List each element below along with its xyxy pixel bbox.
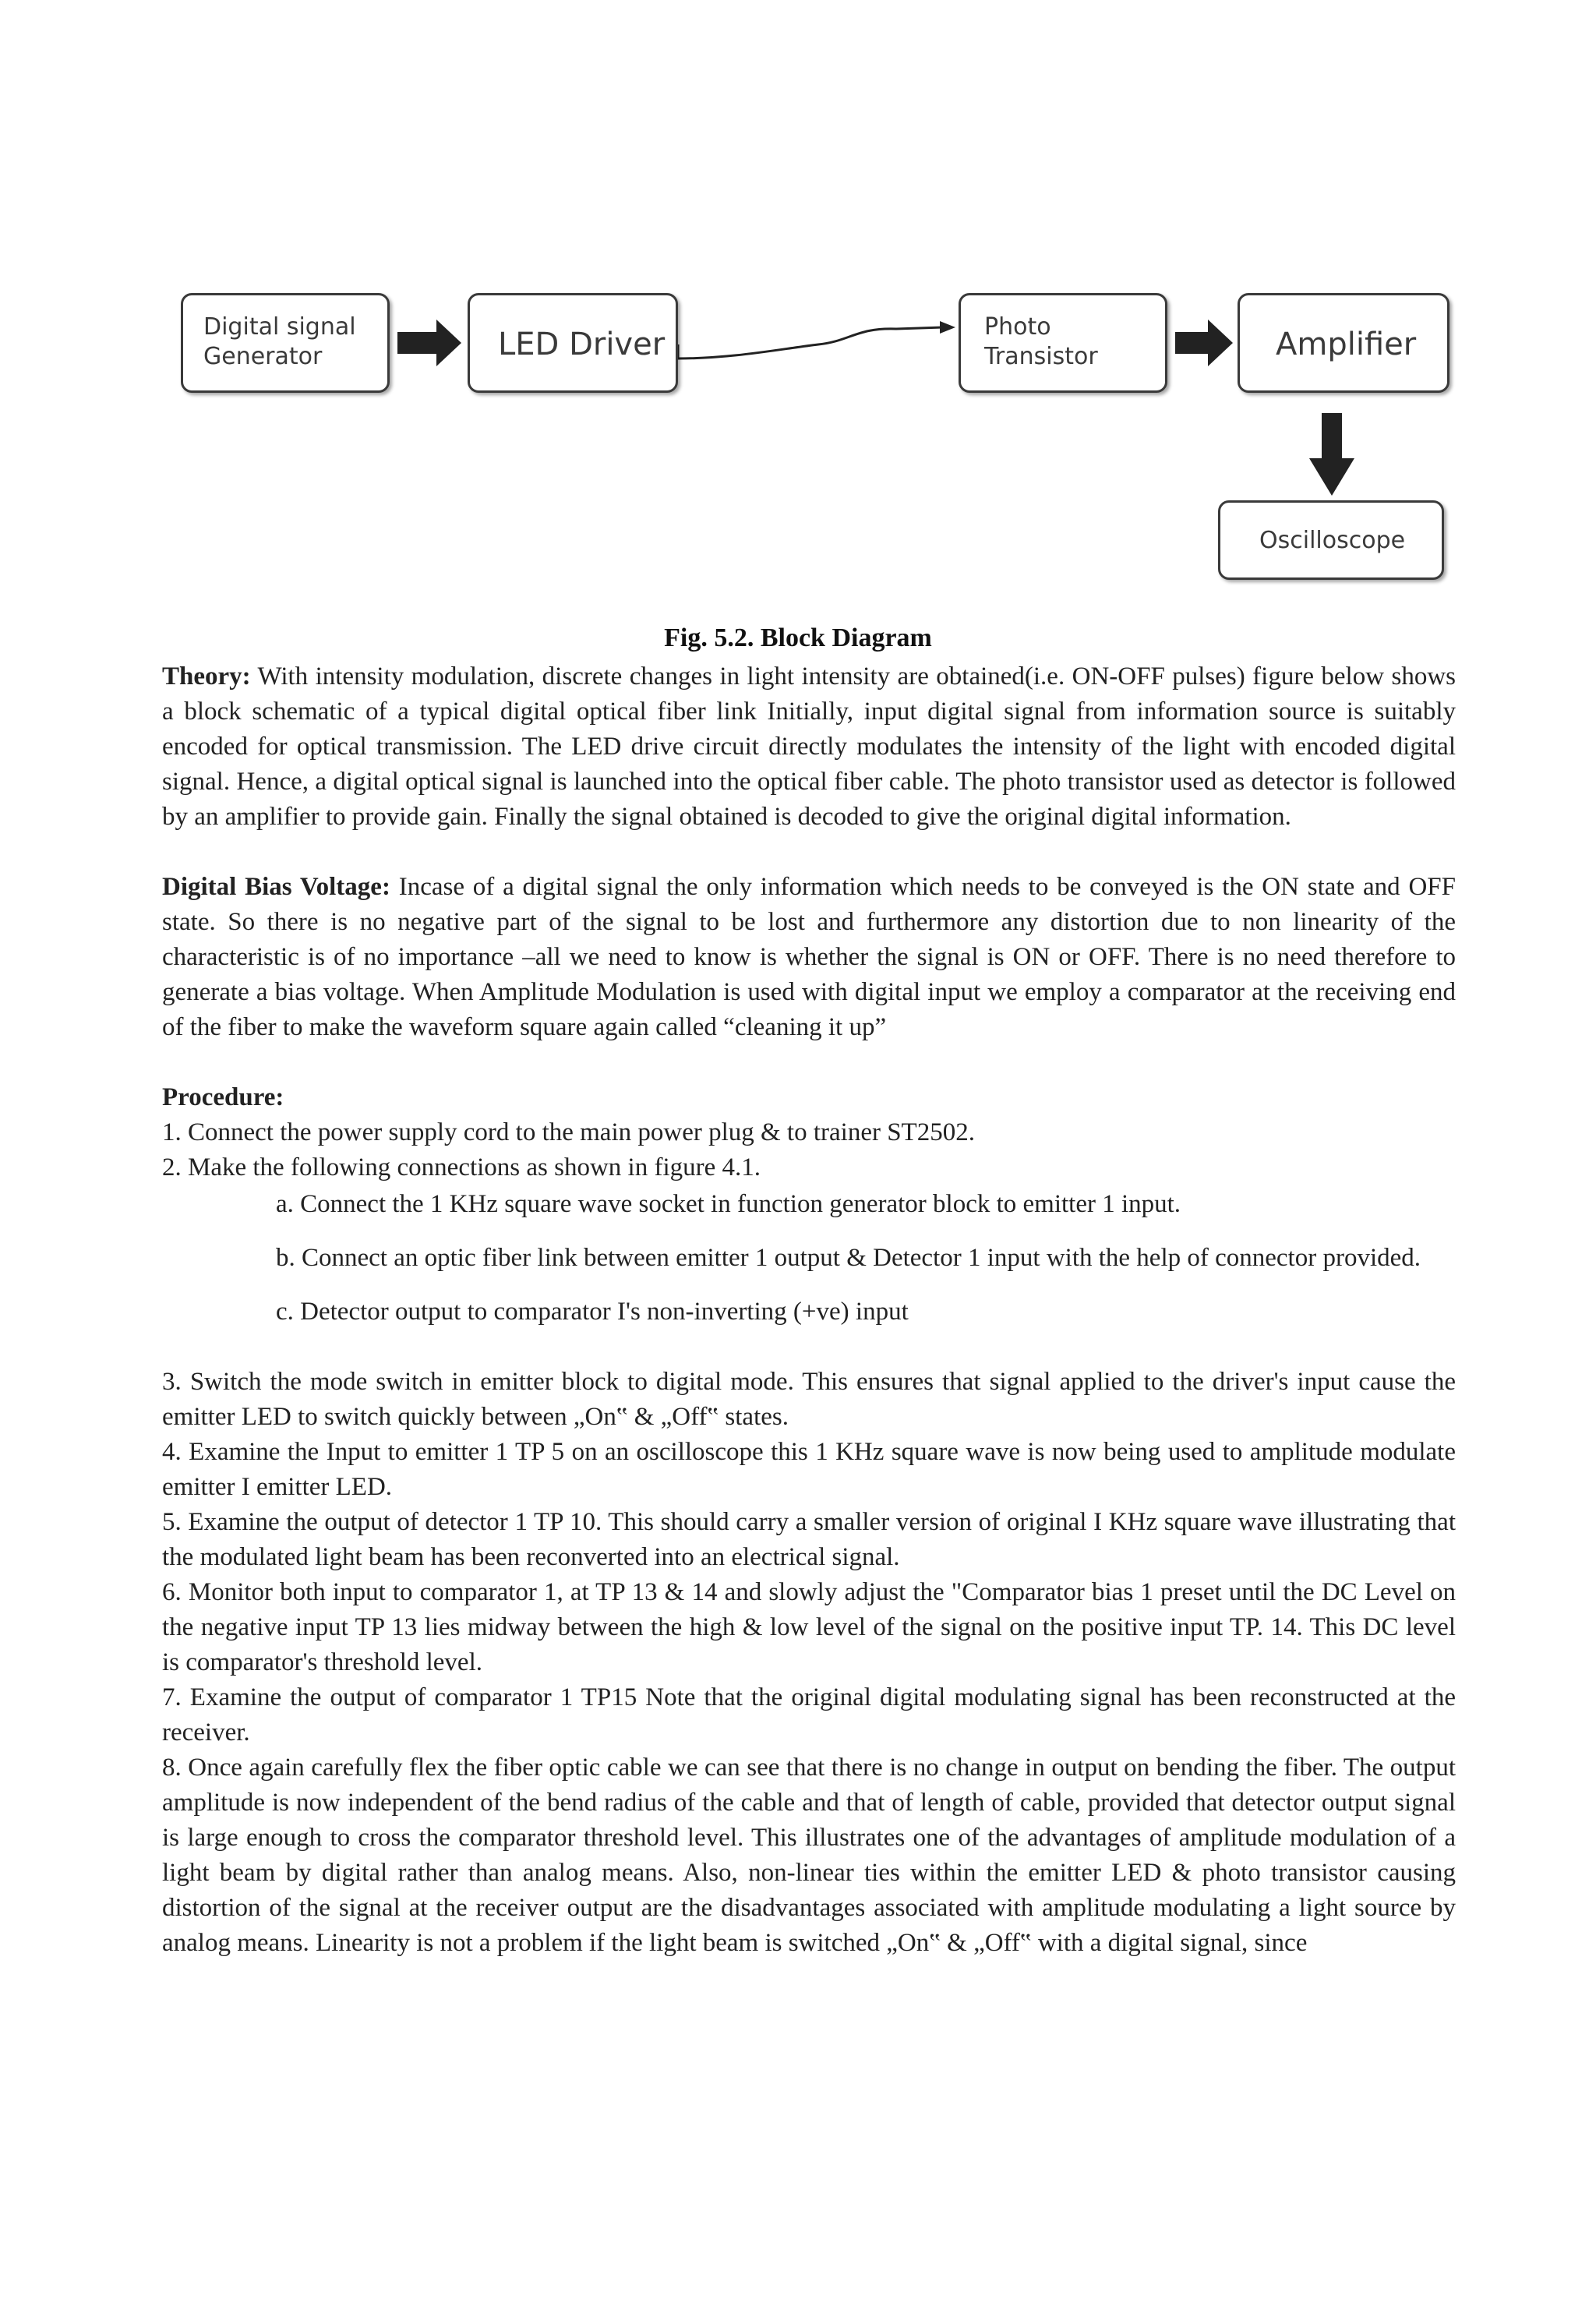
procedure-step-3: 3. Switch the mode switch in emitter block to digital mode. This ensures that signal applied to the driver's input cause the emitter LED to switch quickly between „On‟ & „Off‟ states. [162, 1368, 1456, 1431]
procedure-step-7: 7. Examine the output of comparator 1 TP15 Note that the original digital modulating signal has been reconstructed at the receiver. [162, 1683, 1456, 1747]
box-oscilloscope [1218, 500, 1444, 580]
bias-paragraph [162, 870, 1456, 1045]
procedure-step-5: 5. Examine the output of detector 1 TP 10. This should carry a smaller version of original I KHz square wave illustrating that the modulated light beam has been reconverted into an electrical signal. [162, 1508, 1456, 1571]
arrow-photo-to-amp [1175, 320, 1233, 366]
procedure-step-2c: c. Detector output to comparator I's non-inverting (+ve) input [276, 1298, 909, 1326]
procedure-step-2b: b. Connect an optic fiber link between emitter 1 output & Detector 1 input with the help of connector provided. [276, 1244, 1421, 1272]
fiber-link [678, 327, 943, 358]
theory-paragraph [162, 659, 1456, 835]
arrow-amp-to-osc [1309, 413, 1354, 496]
box-led-driver [468, 293, 678, 393]
procedure-step-4: 4. Examine the Input to emitter 1 TP 5 on an oscilloscope this 1 KHz square wave is now being used to amplitude modulate emitter I emitter LED. [162, 1438, 1456, 1501]
box-amplifier-label: Amplifier [1276, 327, 1417, 362]
box-photo-transistor-label: Photo Transistor [984, 313, 1098, 370]
procedure-step-2: 2. Make the following connections as shown in figure 4.1. [162, 1153, 761, 1181]
procedure-heading: Procedure: [162, 1083, 284, 1111]
box-digital-signal-generator [181, 293, 390, 393]
theory-label: Theory: [162, 662, 251, 690]
procedure-step-2a: a. Connect the 1 KHz square wave socket in function generator block to emitter 1 input. [276, 1190, 1181, 1218]
arrow-gen-to-led [397, 320, 461, 366]
procedure-step-1: 1. Connect the power supply cord to the main power plug & to trainer ST2502. [162, 1118, 975, 1146]
bias-label: Digital Bias Voltage: [162, 873, 390, 901]
procedure-step-6: 6. Monitor both input to comparator 1, at TP 13 & 14 and slowly adjust the "Comparator bias 1 preset until the DC Level on the negative input TP 13 lies midway between the high & low level of the signal on the positive input TP. 14. This DC level is comparator's threshold level. [162, 1578, 1456, 1676]
figure-caption: Fig. 5.2. Block Diagram [664, 623, 932, 652]
box-photo-transistor [959, 293, 1167, 393]
fiber-arrowhead [940, 321, 955, 334]
box-amplifier [1238, 293, 1449, 393]
box-oscilloscope-label: Oscilloscope [1259, 527, 1406, 554]
theory-text: With intensity modulation, discrete changes in light intensity are obtained(i.e. ON-OFF pulses) figure below shows a block schematic of a typical digital optical fiber link Initially, input digital signal from information source is suitably encoded for optical transmission. The LED drive circuit directly modulates the intensity of the light with encoded digital signal. Hence, a digital optical signal is launched into the optical fiber cable. The photo transistor used as detector is followed by an amplifier to provide gain. Finally the signal obtained is decoded to give the original digital information. [162, 662, 1456, 831]
box-generator-label: Digital signal Generator [203, 313, 356, 370]
bias-text: Incase of a digital signal the only information which needs to be conveyed is the ON state and OFF state. So there is no negative part of the signal to be lost and furthermore any distortion due to non linearity of the characteristic is of no importance –all we need to know is whether the signal is ON or OFF. There is no need therefore to generate a bias voltage. When Amplitude Modulation is used with digital input we employ a comparator at the receiving end of the fiber to make the waveform square again called “cleaning it up” [162, 873, 1456, 1041]
procedure-step-8: 8. Once again carefully flex the fiber optic cable we can see that there is no change in output on bending the fiber. The output amplitude is now independent of the bend radius of the cable and that of length of cable, provided that detector output signal is large enough to cross the comparator threshold level. This illustrates one of the advantages of amplitude modulation of a light beam by digital rather than analog means. Also, non-linear ties within the emitter LED & photo transistor causing distortion of the signal at the receiver output are the disadvantages associated with amplitude modulating a light source by analog means. Linearity is not a problem if the light beam is switched „On‟ & „Off‟ with a digital signal, since [162, 1754, 1456, 1957]
body-text [162, 659, 1456, 1961]
block-diagram [171, 281, 1465, 592]
box-led-driver-label: LED Driver [498, 327, 666, 362]
